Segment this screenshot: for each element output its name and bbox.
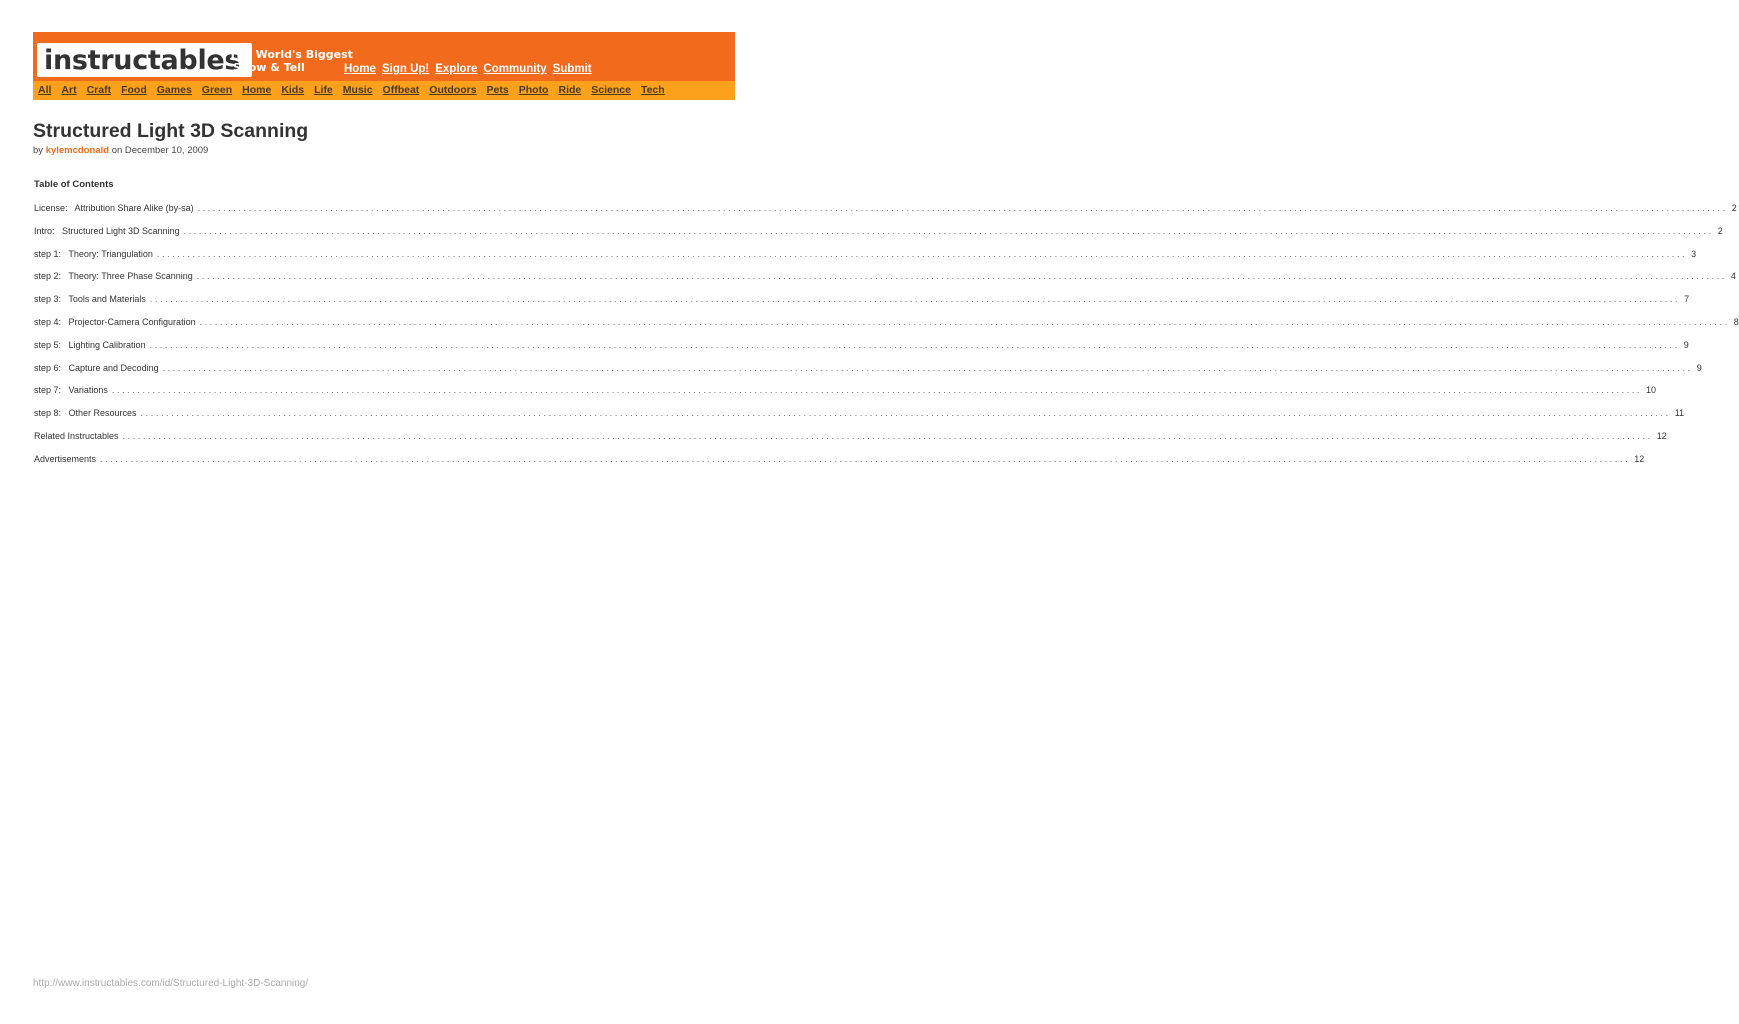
toc-page-number: 2 xyxy=(1731,203,1737,213)
toc-page-number: 12 xyxy=(1634,453,1645,464)
publish-date: on December 10, 2009 xyxy=(111,145,209,156)
table-of-contents xyxy=(34,203,1739,477)
category-link-pets[interactable]: Pets xyxy=(486,84,509,96)
toc-entry-text: step 3: Tools and Materials xyxy=(34,294,146,305)
tagline xyxy=(229,48,353,74)
category-link-tech[interactable]: Tech xyxy=(640,84,665,96)
toc-leader-dots: ............................................................................................................................................................................................................................................................................................................ xyxy=(197,203,1728,213)
toc-entry[interactable] xyxy=(34,225,1723,249)
category-bar xyxy=(33,81,735,100)
tagline-line2: Show & Tell xyxy=(233,61,305,74)
toc-page-number: 7 xyxy=(1684,294,1690,305)
nav-link-home[interactable]: Home xyxy=(344,63,376,75)
category-link-ride[interactable]: Ride xyxy=(558,84,582,96)
category-link-outdoors[interactable]: Outdoors xyxy=(429,84,477,96)
toc-leader-dots: ............................................................................................................................................................................................................................................................................................................ xyxy=(183,225,1714,236)
toc-entry[interactable] xyxy=(34,408,1685,431)
category-link-art[interactable]: Art xyxy=(61,84,77,96)
toc-leader-dots: ............................................................................................................................................................................................................................................................................................................ xyxy=(162,362,1693,373)
category-link-home[interactable]: Home xyxy=(242,84,272,96)
category-link-photo[interactable]: Photo xyxy=(518,84,549,96)
toc-entry-text: Intro: Structured Light 3D Scanning xyxy=(34,225,180,236)
byline xyxy=(33,145,208,156)
toc-leader-dots: ............................................................................................................................................................................................................................................................................................................ xyxy=(149,294,1681,305)
toc-page-number: 3 xyxy=(1691,248,1697,259)
toc-leader-dots: ............................................................................................................................................................................................................................................................................................................ xyxy=(122,430,1653,441)
nav-link-submit[interactable]: Submit xyxy=(552,63,592,75)
toc-page-number: 8 xyxy=(1733,316,1739,327)
toc-entry-text: step 5: Lighting Calibration xyxy=(34,339,146,350)
category-link-life[interactable]: Life xyxy=(314,84,333,96)
toc-entry[interactable] xyxy=(34,339,1689,363)
byline-prefix: by xyxy=(33,145,44,156)
category-link-games[interactable]: Games xyxy=(156,84,192,96)
toc-entry[interactable] xyxy=(34,203,1737,226)
nav-link-community[interactable]: Community xyxy=(483,63,547,75)
category-link-music[interactable]: Music xyxy=(342,84,373,96)
toc-entry-text: step 8: Other Resources xyxy=(34,408,137,419)
category-nav xyxy=(38,84,675,96)
toc-entry-text: License: Attribution Share Alike (by-sa) xyxy=(34,203,194,213)
logo[interactable] xyxy=(37,43,252,77)
toc-entry[interactable] xyxy=(34,385,1657,408)
category-link-offbeat[interactable]: Offbeat xyxy=(382,84,420,96)
toc-page-number: 10 xyxy=(1646,385,1657,396)
toc-entry[interactable] xyxy=(34,316,1739,340)
toc-page-number: 11 xyxy=(1674,408,1685,419)
page-title: Structured Light 3D Scanning xyxy=(33,120,309,142)
toc-entry-text: Advertisements xyxy=(34,453,97,464)
toc-entry[interactable] xyxy=(34,453,1645,477)
toc-leader-dots: ............................................................................................................................................................................................................................................................................................................ xyxy=(156,248,1688,259)
top-nav xyxy=(344,63,592,75)
category-link-all[interactable]: All xyxy=(38,84,52,96)
category-link-science[interactable]: Science xyxy=(591,84,631,96)
toc-leader-dots: ............................................................................................................................................................................................................................................................................................................ xyxy=(199,316,1730,327)
toc-entry[interactable] xyxy=(34,362,1702,386)
toc-entry[interactable] xyxy=(34,248,1697,272)
toc-leader-dots: ............................................................................................................................................................................................................................................................................................................ xyxy=(140,408,1671,419)
toc-page-number: 9 xyxy=(1696,362,1702,373)
toc-page-number: 9 xyxy=(1683,339,1689,350)
category-link-food[interactable]: Food xyxy=(121,84,147,96)
toc-heading: Table of Contents xyxy=(34,179,114,190)
toc-page-number: 2 xyxy=(1717,225,1723,236)
toc-entry-text: step 6: Capture and Decoding xyxy=(34,362,159,373)
toc-entry[interactable] xyxy=(34,430,1667,454)
toc-entry[interactable] xyxy=(34,271,1736,294)
site-header xyxy=(33,32,735,100)
nav-link-sign-up[interactable]: Sign Up! xyxy=(381,63,430,75)
author-link[interactable]: kylemcdonald xyxy=(45,145,110,156)
toc-entry-text: step 2: Theory: Three Phase Scanning xyxy=(34,271,193,282)
toc-leader-dots: ............................................................................................................................................................................................................................................................................................................ xyxy=(196,271,1727,282)
footer-url[interactable]: http://www.instructables.com/id/Structured-Light-3D-Scanning/ xyxy=(33,978,309,989)
toc-entry-text: step 1: Theory: Triangulation xyxy=(34,248,153,259)
toc-entry-text: Related Instructables xyxy=(34,430,119,441)
toc-leader-dots: ............................................................................................................................................................................................................................................................................................................ xyxy=(100,453,1631,464)
toc-page-number: 4 xyxy=(1730,271,1736,282)
logo-text: instructables xyxy=(44,45,241,76)
toc-leader-dots: ............................................................................................................................................................................................................................................................................................................ xyxy=(111,385,1643,396)
tagline-line1: The World's Biggest xyxy=(229,48,353,61)
nav-link-explore[interactable]: Explore xyxy=(435,63,478,75)
toc-entry[interactable] xyxy=(34,294,1690,317)
category-link-craft[interactable]: Craft xyxy=(86,84,112,96)
category-link-green[interactable]: Green xyxy=(201,84,233,96)
toc-entry-text: step 4: Projector-Camera Configuration xyxy=(34,316,196,327)
toc-page-number: 12 xyxy=(1656,430,1667,441)
toc-entry-text: step 7: Variations xyxy=(34,385,108,396)
toc-leader-dots: ............................................................................................................................................................................................................................................................................................................ xyxy=(149,339,1680,350)
category-link-kids[interactable]: Kids xyxy=(281,84,305,96)
